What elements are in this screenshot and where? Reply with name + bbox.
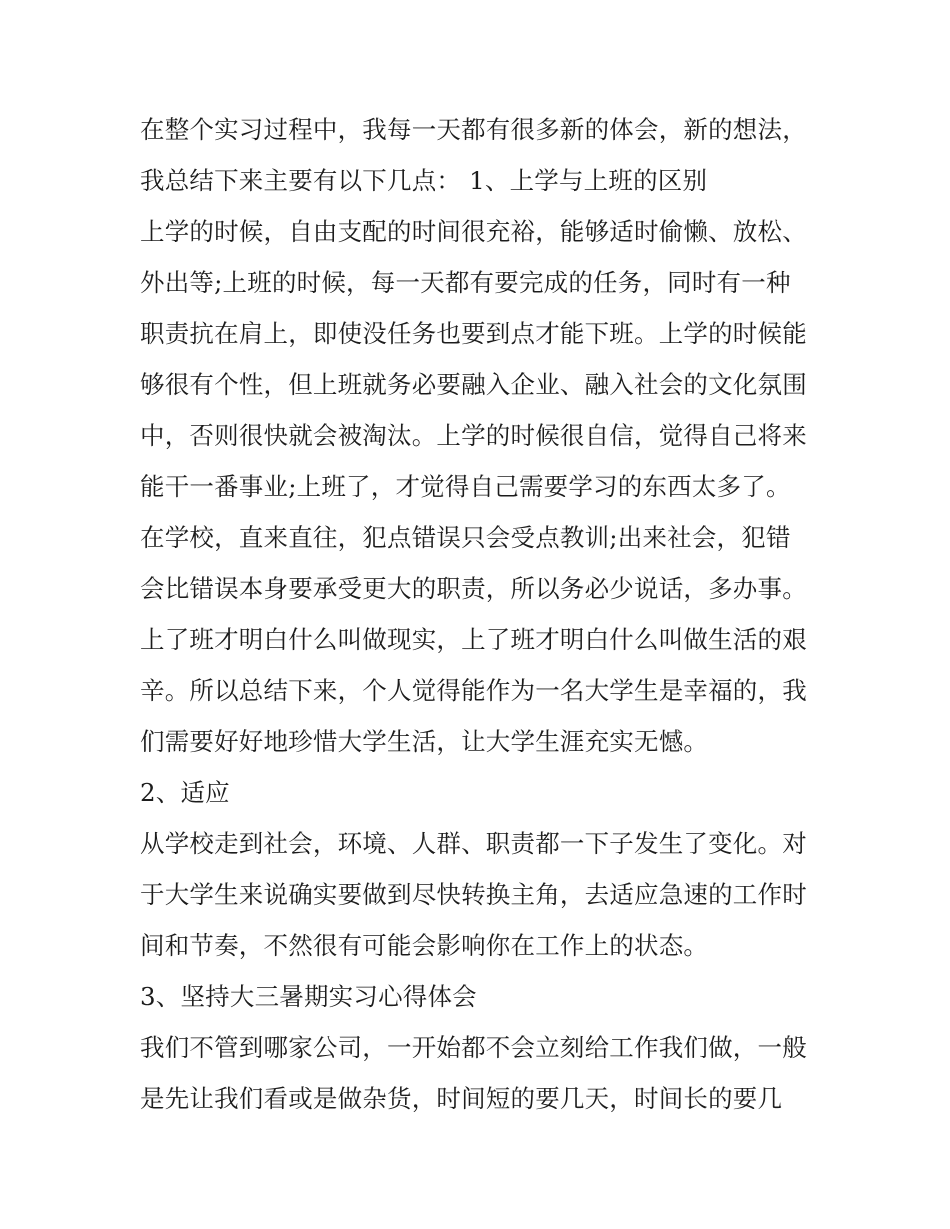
text-line: 是先让我们看或是做杂货，时间短的要几天，时间长的要几 <box>140 1084 783 1113</box>
section-heading: 3、坚持大三暑期实习心得体会 <box>140 982 477 1011</box>
body-text <box>140 104 830 1124</box>
text-line: 间和节奏，不然很有可能会影响你在工作上的状态。 <box>140 931 709 960</box>
text-line: 辛。所以总结下来，个人觉得能作为一名大学生是幸福的，我 <box>140 676 807 705</box>
text-line: 职责抗在肩上，即使没任务也要到点才能下班。上学的时候能 <box>140 319 807 348</box>
text-line: 会比错误本身要承受更大的职责，所以务必少说话，多办事。 <box>140 574 807 603</box>
text-line: 能干一番事业;上班了，才觉得自己需要学习的东西太多了。 <box>140 472 791 501</box>
text-line: 外出等;上班的时候，每一天都有要完成的任务，同时有一种 <box>140 268 791 297</box>
text-line: 从学校走到社会，环境、人群、职责都一下子发生了变化。对 <box>140 829 807 858</box>
text-line: 上学的时候，自由支配的时间很充裕，能够适时偷懒、放松、 <box>140 217 807 246</box>
text-line: 我们不管到哪家公司，一开始都不会立刻给工作我们做，一般 <box>140 1033 807 1062</box>
text-line: 中，否则很快就会被淘汰。上学的时候很自信，觉得自己将来 <box>140 421 807 450</box>
text-line: 我总结下来主要有以下几点： 1、上学与上班的区别 <box>140 166 708 195</box>
text-line: 上了班才明白什么叫做现实，上了班才明白什么叫做生活的艰 <box>140 625 807 654</box>
text-line: 于大学生来说确实要做到尽快转换主角，去适应急速的工作时 <box>140 880 807 909</box>
text-line: 们需要好好地珍惜大学生活，让大学生涯充实无憾。 <box>140 727 709 756</box>
text-line: 在学校，直来直往，犯点错误只会受点教训;出来社会，犯错 <box>140 523 791 552</box>
text-line: 在整个实习过程中，我每一天都有很多新的体会，新的想法， <box>140 115 807 144</box>
text-line: 够很有个性，但上班就务必要融入企业、融入社会的文化氛围 <box>140 370 807 399</box>
section-heading: 2、适应 <box>140 778 230 807</box>
